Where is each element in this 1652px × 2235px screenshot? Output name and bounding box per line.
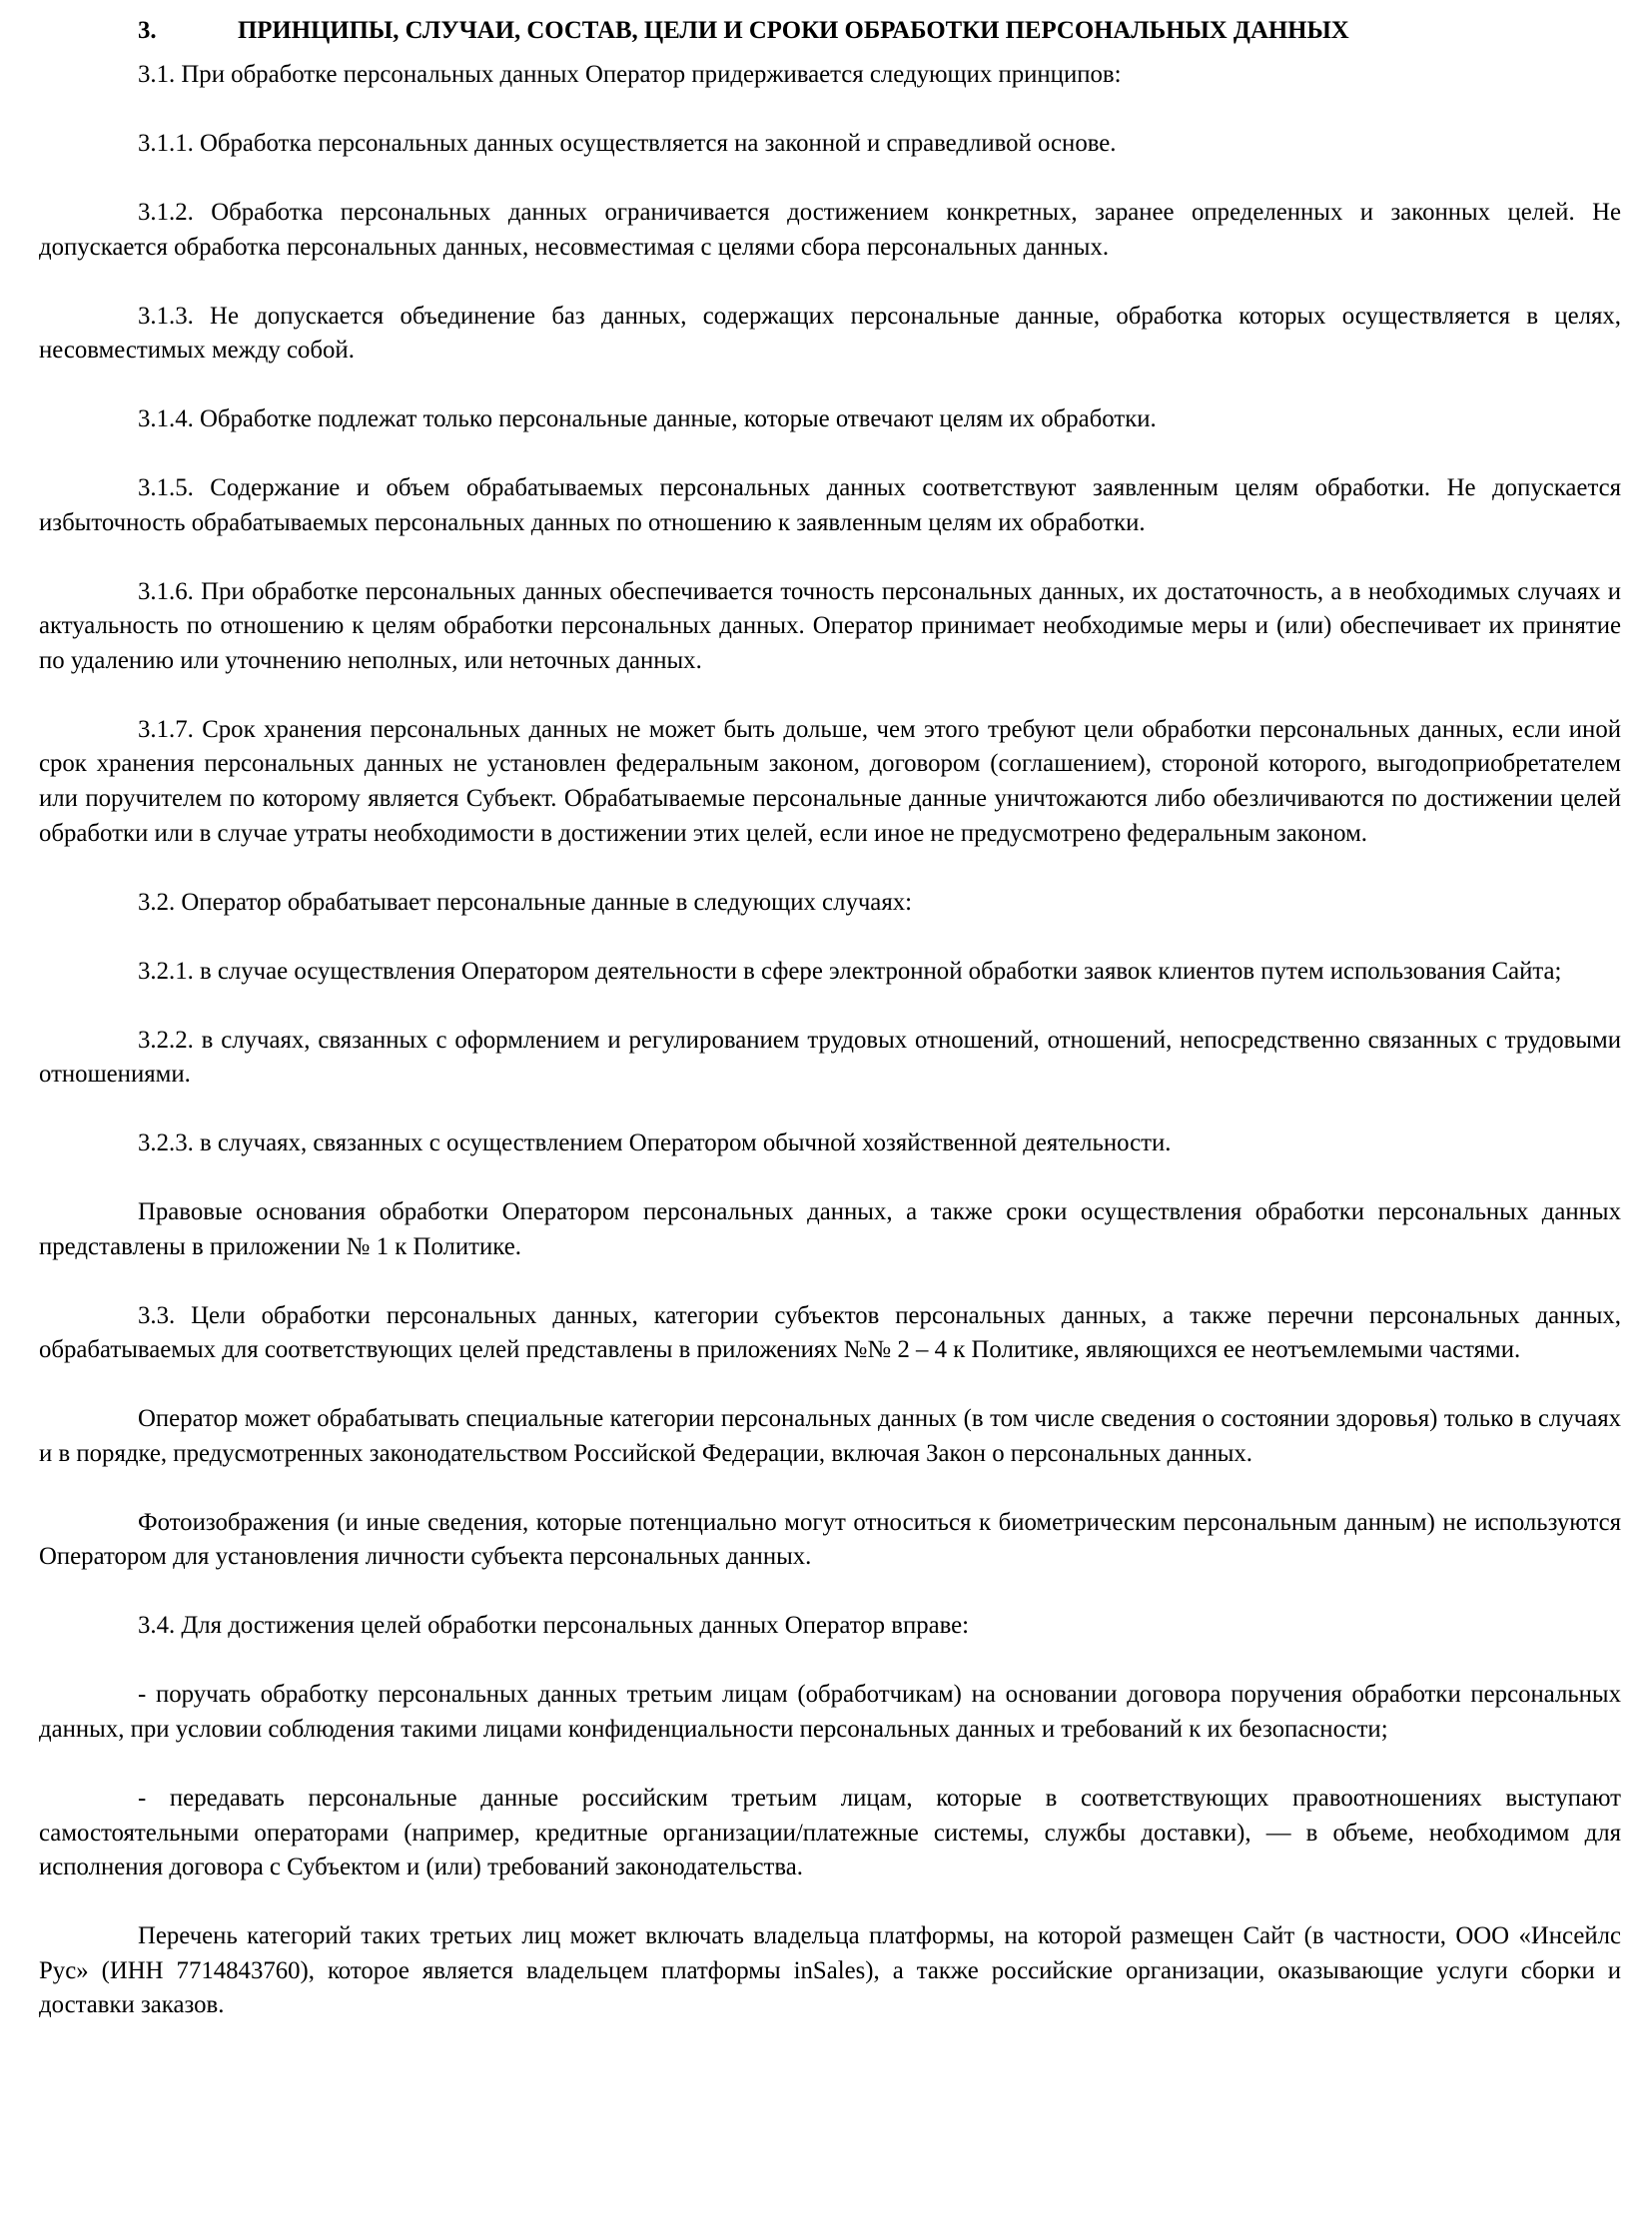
paragraph-special-categories: Оператор может обрабатывать специальные категории персональных данных (в том числе сведения о состоянии здоровья) только в случаях и в порядке, предусмотренных законодательством Российской Федерации, включая Закон о персональных данных.	[39, 1405, 1621, 1467]
paragraph-3-1-4: 3.1.4. Обработке подлежат только персональные данные, которые отвечают целям их обработки.	[138, 405, 1157, 433]
paragraph-delegate-processing: - поручать обработку персональных данных третьим лицам (обработчикам) на основании договора поручения обработки персональных данных, при условии соблюдения такими лицами конфиденциальности персональных данных и требований к их безопасности;	[39, 1681, 1621, 1744]
paragraph-3-2-2: 3.2.2. в случаях, связанных с оформлением и регулированием трудовых отношений, отношений, непосредственно связанных с трудовыми отношениями.	[39, 1026, 1621, 1089]
paragraph-3-4: 3.4. Для достижения целей обработки персональных данных Оператор вправе:	[138, 1612, 970, 1640]
paragraph-legal-grounds: Правовые основания обработки Оператором персональных данных, а также сроки осуществления обработки персональных данных представлены в приложении № 1 к Политике.	[39, 1198, 1621, 1260]
paragraph-3-1-5: 3.1.5. Содержание и объем обрабатываемых персональных данных соответствуют заявленным целям обработки. Не допускается избыточность обрабатываемых персональных данных по отношению к заявленным целям их обработки.	[39, 474, 1621, 536]
paragraph-third-parties-list: Перечень категорий таких третьих лиц может включать владельца платформы, на которой размещен Сайт (в частности, ООО «Инсейлс Рус» (ИНН 7714843760), которое является владельцем платформы inSales), а также российские организации, оказывающие услуги сборки и доставки заказов.	[39, 1922, 1621, 2019]
paragraph-3-3: 3.3. Цели обработки персональных данных, категории субъектов персональных данных, а также перечни персональных данных, обрабатываемых для соответствующих целей представлены в приложениях №№ 2 – 4 к Политике, являющихся ее неотъемлемыми частями.	[39, 1301, 1621, 1364]
section-heading	[39, 14, 1621, 50]
paragraph-3-2: 3.2. Оператор обрабатывает персональные данные в следующих случаях:	[138, 888, 913, 916]
paragraph-3-2-1: 3.2.1. в случае осуществления Оператором деятельности в сфере электронной обработки заявок клиентов путем использования Сайта;	[138, 957, 1562, 985]
paragraph-transfer-data: - передавать персональные данные российским третьим лицам, которые в соответствующих правоотношениях выступают самостоятельными операторами (например, кредитные организации/платежные системы, службы доставки), — в объеме, необходимом для исполнения договора с Субъектом и (или) требований законодательства.	[39, 1785, 1621, 1881]
section-title: ПРИНЦИПЫ, СЛУЧАИ, СОСТАВ, ЦЕЛИ И СРОКИ ОБРАБОТКИ ПЕРСОНАЛЬНЫХ ДАННЫХ	[238, 17, 1349, 44]
section-number: 3.	[138, 17, 157, 44]
paragraph-photo-images: Фотоизображения (и иные сведения, которые потенциально могут относиться к биометрическим персональным данным) не используются Оператором для установления личности субъекта персональных данных.	[39, 1508, 1621, 1571]
paragraph-3-1-3: 3.1.3. Не допускается объединение баз данных, содержащих персональные данные, обработка которых осуществляется в целях, несовместимых между собой.	[39, 302, 1621, 365]
paragraph-3-1-2: 3.1.2. Обработка персональных данных ограничивается достижением конкретных, заранее определенных и законных целей. Не допускается обработка персональных данных, несовместимая с целями сбора персональных данных.	[39, 198, 1621, 261]
document-page	[39, 14, 1621, 2057]
paragraph-3-1-7: 3.1.7. Срок хранения персональных данных не может быть дольше, чем этого требуют цели обработки персональных данных, если иной срок хранения персональных данных не установлен федеральным законом, договором (соглашением), стороной которого, выгодоприобретателем или поручителем по которому является Субъект. Обрабатываемые персональные данные уничтожаются либо обезличиваются по достижении целей обработки или в случае утраты необходимости в достижении этих целей, если иное не предусмотрено федеральным законом.	[39, 715, 1621, 847]
paragraph-3-2-3: 3.2.3. в случаях, связанных с осуществлением Оператором обычной хозяйственной деятельности.	[138, 1129, 1172, 1157]
paragraph-3-1-1: 3.1.1. Обработка персональных данных осуществляется на законной и справедливой основе.	[138, 129, 1117, 157]
paragraph-3-1-6: 3.1.6. При обработке персональных данных обеспечивается точность персональных данных, их достаточность, а в необходимых случаях и актуальность по отношению к целям обработки персональных данных. Оператор принимает необходимые меры и (или) обеспечивает их принятие по удалению или уточнению неполных, или неточных данных.	[39, 577, 1621, 674]
paragraph-3-1: 3.1. При обработке персональных данных Оператор придерживается следующих принципов:	[138, 61, 1122, 88]
